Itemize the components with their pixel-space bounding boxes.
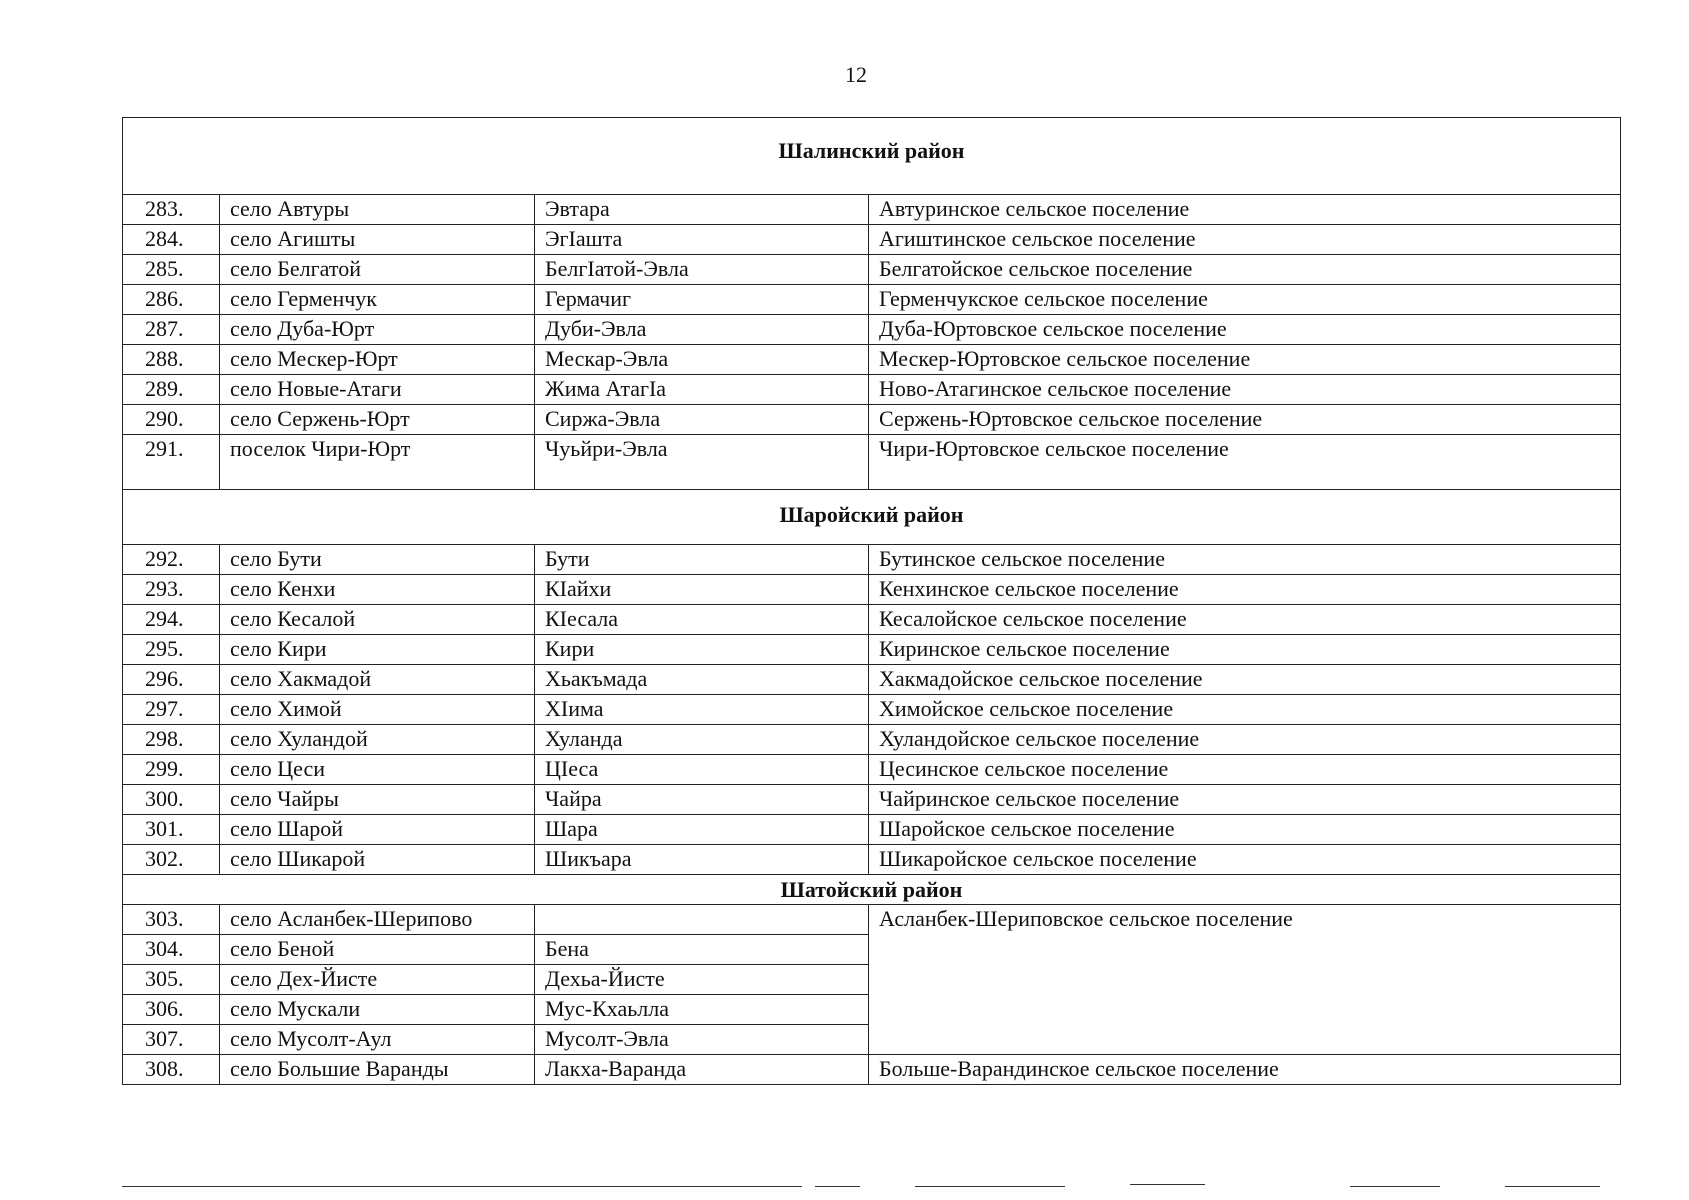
row-number: 302. xyxy=(123,845,220,875)
row-number: 297. xyxy=(123,695,220,725)
settlement-name: село Хуландой xyxy=(220,725,535,755)
chechen-name xyxy=(535,905,869,935)
section-header-shatoy xyxy=(123,875,1621,905)
municipality-name: Кесалойское сельское поселение xyxy=(869,605,1621,635)
table-row xyxy=(123,635,1621,665)
municipality-name: Герменчукское сельское поселение xyxy=(869,285,1621,315)
row-number: 294. xyxy=(123,605,220,635)
chechen-name: Дуби-Эвла xyxy=(535,315,869,345)
municipality-name: Ново-Атагинское сельское поселение xyxy=(869,375,1621,405)
municipality-name: Чири-Юртовское сельское поселение xyxy=(869,435,1621,490)
chechen-name: Кири xyxy=(535,635,869,665)
row-number: 308. xyxy=(123,1055,220,1085)
chechen-name: Сиржа-Эвла xyxy=(535,405,869,435)
settlement-name: село Герменчук xyxy=(220,285,535,315)
row-number: 304. xyxy=(123,935,220,965)
settlement-name: село Сержень-Юрт xyxy=(220,405,535,435)
table-row xyxy=(123,785,1621,815)
chechen-name: ЭгIашта xyxy=(535,225,869,255)
table-row xyxy=(123,575,1621,605)
municipality-name: Мескер-Юртовское сельское поселение xyxy=(869,345,1621,375)
chechen-name: Гермачиг xyxy=(535,285,869,315)
municipality-name: Автуринское сельское поселение xyxy=(869,195,1621,225)
municipality-name: Агиштинское сельское поселение xyxy=(869,225,1621,255)
table-row xyxy=(123,345,1621,375)
settlement-name: село Большие Варанды xyxy=(220,1055,535,1085)
settlement-name: село Кенхи xyxy=(220,575,535,605)
chechen-name: Мескар-Эвла xyxy=(535,345,869,375)
settlement-name: село Мескер-Юрт xyxy=(220,345,535,375)
table-row xyxy=(123,405,1621,435)
row-number: 298. xyxy=(123,725,220,755)
municipality-name: Хуландойское сельское поселение xyxy=(869,725,1621,755)
row-number: 285. xyxy=(123,255,220,285)
municipality-name: Дуба-Юртовское сельское поселение xyxy=(869,315,1621,345)
section-header-shali xyxy=(123,118,1621,195)
municipality-name: Химойское сельское поселение xyxy=(869,695,1621,725)
table-row xyxy=(123,815,1621,845)
municipality-name: Асланбек-Шериповское сельское поселение xyxy=(869,905,1621,1055)
table-row xyxy=(123,665,1621,695)
municipality-name: Киринское сельское поселение xyxy=(869,635,1621,665)
chechen-name: Чуьйри-Эвла xyxy=(535,435,869,490)
table-row xyxy=(123,255,1621,285)
row-number: 287. xyxy=(123,315,220,345)
chechen-name: Шара xyxy=(535,815,869,845)
table-row xyxy=(123,435,1621,490)
settlement-name: поселок Чири-Юрт xyxy=(220,435,535,490)
municipality-name: Шаройское сельское поселение xyxy=(869,815,1621,845)
settlement-name: село Кири xyxy=(220,635,535,665)
settlement-name: село Дех-Йисте xyxy=(220,965,535,995)
page-number: 12 xyxy=(845,62,867,87)
table-row xyxy=(123,1055,1621,1085)
settlement-name: село Цеси xyxy=(220,755,535,785)
chechen-name: Хуланда xyxy=(535,725,869,755)
settlements-table xyxy=(122,117,1621,1085)
settlement-name: село Асланбек-Шерипово xyxy=(220,905,535,935)
settlement-name: село Белгатой xyxy=(220,255,535,285)
settlement-name: село Шикарой xyxy=(220,845,535,875)
row-number: 307. xyxy=(123,1025,220,1055)
municipality-name: Белгатойское сельское поселение xyxy=(869,255,1621,285)
chechen-name: ХIима xyxy=(535,695,869,725)
settlement-name: село Мусолт-Аул xyxy=(220,1025,535,1055)
row-number: 306. xyxy=(123,995,220,1025)
table-row xyxy=(123,845,1621,875)
chechen-name: Чайра xyxy=(535,785,869,815)
chechen-name: Эвтара xyxy=(535,195,869,225)
settlement-name: село Беной xyxy=(220,935,535,965)
row-number: 300. xyxy=(123,785,220,815)
row-number: 290. xyxy=(123,405,220,435)
chechen-name: Шикъара xyxy=(535,845,869,875)
settlement-name: село Мускали xyxy=(220,995,535,1025)
chechen-name: КIесала xyxy=(535,605,869,635)
chechen-name: ЦIеса xyxy=(535,755,869,785)
section-title: Шатойский район xyxy=(123,875,1621,905)
settlement-name: село Шарой xyxy=(220,815,535,845)
settlement-name: село Чайры xyxy=(220,785,535,815)
table-row xyxy=(123,545,1621,575)
row-number: 301. xyxy=(123,815,220,845)
table-row xyxy=(123,725,1621,755)
settlement-name: село Агишты xyxy=(220,225,535,255)
municipality-name: Цесинское сельское поселение xyxy=(869,755,1621,785)
municipality-name: Бутинское сельское поселение xyxy=(869,545,1621,575)
row-number: 283. xyxy=(123,195,220,225)
row-number: 289. xyxy=(123,375,220,405)
table-row xyxy=(123,605,1621,635)
chechen-name: БелгIатой-Эвла xyxy=(535,255,869,285)
settlement-name: село Дуба-Юрт xyxy=(220,315,535,345)
table-row xyxy=(123,905,1621,935)
row-number: 292. xyxy=(123,545,220,575)
settlement-name: село Кесалой xyxy=(220,605,535,635)
municipality-name: Кенхинское сельское поселение xyxy=(869,575,1621,605)
row-number: 284. xyxy=(123,225,220,255)
municipality-name: Чайринское сельское поселение xyxy=(869,785,1621,815)
chechen-name: Бена xyxy=(535,935,869,965)
table-row xyxy=(123,225,1621,255)
chechen-name: КIайхи xyxy=(535,575,869,605)
table-row xyxy=(123,315,1621,345)
row-number: 291. xyxy=(123,435,220,490)
chechen-name: Мусолт-Эвла xyxy=(535,1025,869,1055)
section-title: Шалинский район xyxy=(123,118,1621,195)
row-number: 299. xyxy=(123,755,220,785)
municipality-name: Шикаройское сельское поселение xyxy=(869,845,1621,875)
row-number: 293. xyxy=(123,575,220,605)
row-number: 286. xyxy=(123,285,220,315)
chechen-name: Дехьа-Йисте xyxy=(535,965,869,995)
municipality-name: Больше-Варандинское сельское поселение xyxy=(869,1055,1621,1085)
table-row xyxy=(123,375,1621,405)
settlement-name: село Бути xyxy=(220,545,535,575)
table-row xyxy=(123,695,1621,725)
chechen-name: Мус-Кхаьлла xyxy=(535,995,869,1025)
row-number: 296. xyxy=(123,665,220,695)
settlement-name: село Хакмадой xyxy=(220,665,535,695)
row-number: 303. xyxy=(123,905,220,935)
municipality-name: Сержень-Юртовское сельское поселение xyxy=(869,405,1621,435)
section-header-sharoy xyxy=(123,490,1621,545)
row-number: 288. xyxy=(123,345,220,375)
settlement-name: село Новые-Атаги xyxy=(220,375,535,405)
table-row xyxy=(123,285,1621,315)
settlement-name: село Химой xyxy=(220,695,535,725)
settlement-name: село Автуры xyxy=(220,195,535,225)
chechen-name: Лакха-Варанда xyxy=(535,1055,869,1085)
table-row xyxy=(123,195,1621,225)
chechen-name: Бути xyxy=(535,545,869,575)
footer-rule xyxy=(0,1180,1689,1200)
table-row xyxy=(123,755,1621,785)
chechen-name: Жима АтагIа xyxy=(535,375,869,405)
row-number: 305. xyxy=(123,965,220,995)
section-title: Шаройский район xyxy=(123,490,1621,545)
municipality-name: Хакмадойское сельское поселение xyxy=(869,665,1621,695)
row-number: 295. xyxy=(123,635,220,665)
chechen-name: Хьакъмада xyxy=(535,665,869,695)
